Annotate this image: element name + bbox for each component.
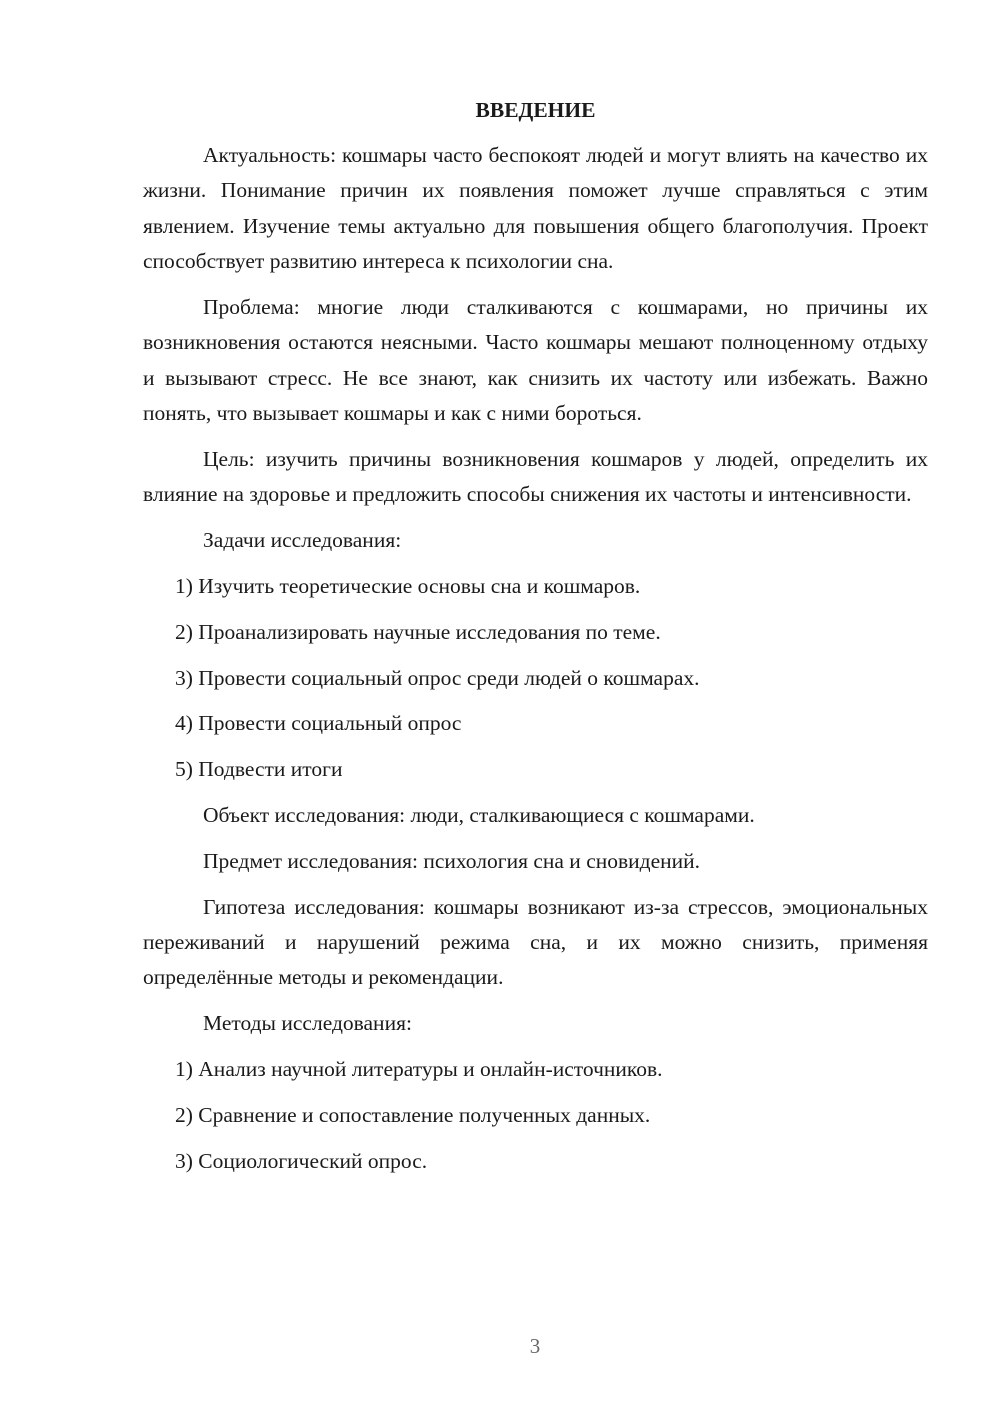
document-page: [143, 92, 928, 1189]
method-item: 1) Анализ научной литературы и онлайн-источников.: [175, 1057, 663, 1082]
task-item: 3) Провести социальный опрос среди людей о кошмарах.: [175, 665, 700, 690]
tasks-heading: Задачи исследования:: [203, 528, 402, 553]
goal-paragraph: Цель: изучить причины возникновения кошмаров у людей, определить их влияние на здоровье и предложить способы снижения их частоты и интенсивности.: [143, 447, 928, 507]
problem-paragraph: Проблема: многие люди сталкиваются с кошмарами, но причины их возникновения остаются неясными. Часто кошмары мешают полноценному отдыху и вызывают стресс. Не все знают, как снизить их частоту или избежать. Важно понять, что вызывает кошмары и как с ними бороться.: [143, 295, 928, 426]
page-title: ВВЕДЕНИЕ: [475, 98, 596, 122]
task-item: 4) Провести социальный опрос: [175, 711, 462, 736]
task-item: 2) Проанализировать научные исследования по теме.: [175, 619, 661, 644]
method-item: 3) Социологический опрос.: [175, 1148, 428, 1173]
methods-heading: Методы исследования:: [203, 1011, 412, 1036]
hypothesis-paragraph: Гипотеза исследования: кошмары возникают из-за стрессов, эмоциональных переживаний и нарушений режима сна, и их можно снизить, применяя определённые методы и рекомендации.: [143, 894, 928, 990]
relevance-paragraph: Актуальность: кошмары часто беспокоят людей и могут влиять на качество их жизни. Понимание причин их появления поможет лучше справляться с этим явлением. Изучение темы актуально для повышения общего благополучия. Проект способствует развитию интереса к психологии сна.: [143, 143, 928, 274]
object-paragraph: Объект исследования: люди, сталкивающиеся с кошмарами.: [203, 803, 755, 828]
method-item: 2) Сравнение и сопоставление полученных данных.: [175, 1102, 651, 1127]
task-item: 5) Подвести итоги: [175, 757, 343, 782]
subject-paragraph: Предмет исследования: психология сна и сновидений.: [203, 848, 701, 873]
task-item: 1) Изучить теоретические основы сна и кошмаров.: [175, 574, 641, 599]
page-number: 3: [529, 1334, 541, 1358]
